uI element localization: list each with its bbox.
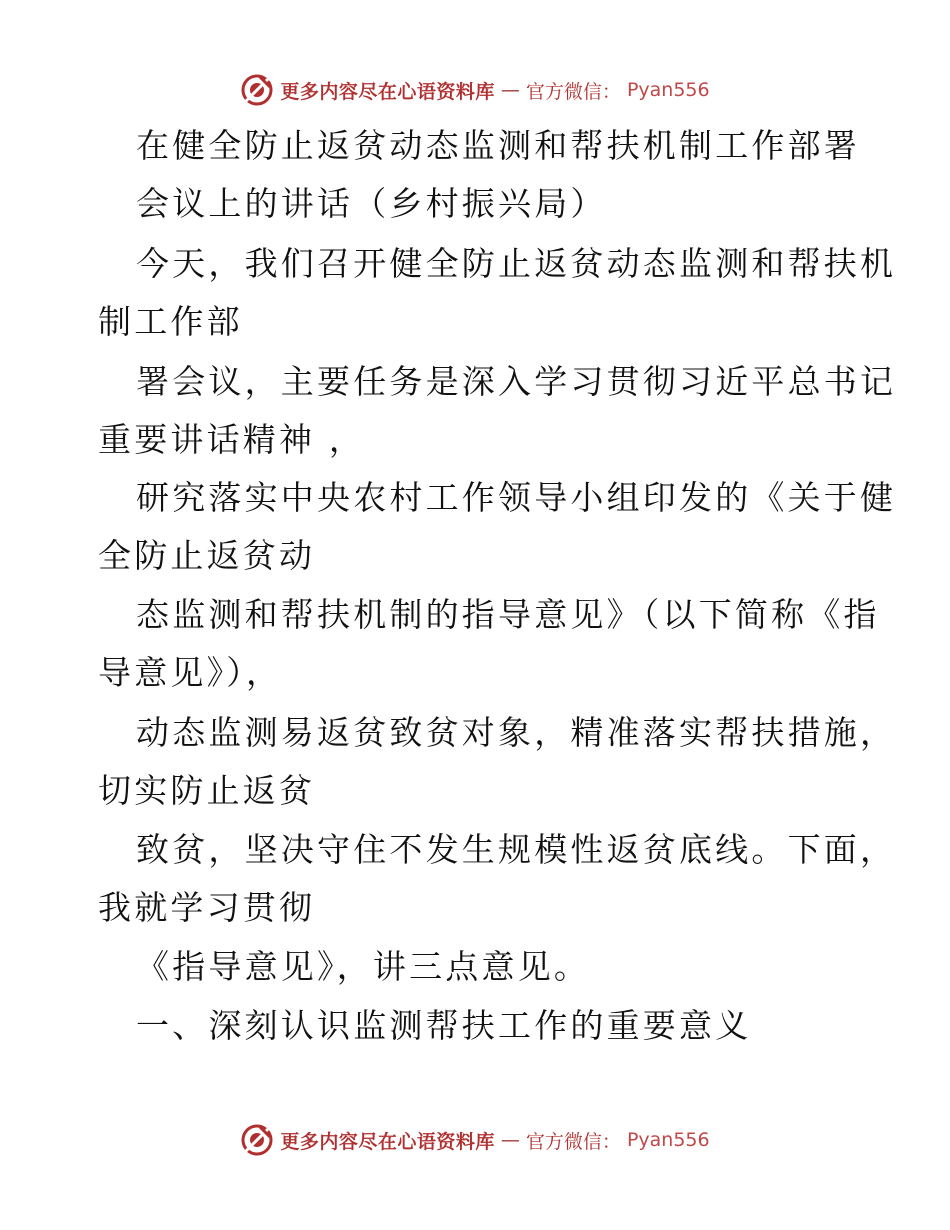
banner-site-text: 更多内容尽在心语资料库: [280, 80, 495, 103]
banner-separator: —: [500, 79, 520, 101]
banner-site-text: 更多内容尽在心语资料库: [280, 1130, 495, 1153]
paragraph-line: 导意见》），: [98, 653, 283, 692]
section-heading: 一、深刻认识监测帮扶工作的重要意义: [136, 1006, 752, 1045]
banner-contact-id: Pyan556: [626, 1129, 710, 1151]
logo-icon: [240, 73, 274, 107]
header-watermark-banner: [0, 70, 950, 110]
title-line-2: 会议上的讲话（乡村振兴局）: [136, 184, 607, 223]
banner-contact-label: 官方微信：: [525, 1130, 621, 1153]
paragraph-line: 我就学习贯彻: [98, 888, 316, 927]
paragraph-line: 动态监测易返贫致贫对象，精准落实帮扶措施，: [136, 713, 897, 752]
paragraph-line: 署会议，主要任务是深入学习贯彻习近平总书记: [136, 362, 897, 401]
paragraph-line: 重要讲话精神 ，: [98, 420, 366, 459]
logo-icon: [240, 1123, 274, 1157]
paragraph-line: 今天，我们召开健全防止返贫动态监测和帮扶机: [136, 244, 897, 283]
paragraph-line: 研究落实中央农村工作领导小组印发的《关于健: [136, 478, 897, 517]
banner-separator: —: [500, 1129, 520, 1151]
paragraph-line: 态监测和帮扶机制的指导意见》（以下简称《指: [136, 595, 880, 634]
banner-contact-id: Pyan556: [626, 79, 710, 101]
paragraph-line: 制工作部: [98, 302, 243, 341]
paragraph-line: 《指导意见》，讲三点意见。: [136, 947, 591, 986]
banner-contact-label: 官方微信：: [525, 80, 621, 103]
paragraph-line: 致贫，坚决守住不发生规模性返贫底线。下面，: [136, 830, 897, 869]
paragraph-line: 全防止返贫动: [98, 536, 316, 575]
paragraph-line: 切实防止返贫: [98, 771, 316, 810]
footer-watermark-banner: [0, 1120, 950, 1160]
title-line-1: 在健全防止返贫动态监测和帮扶机制工作部署: [136, 126, 860, 165]
